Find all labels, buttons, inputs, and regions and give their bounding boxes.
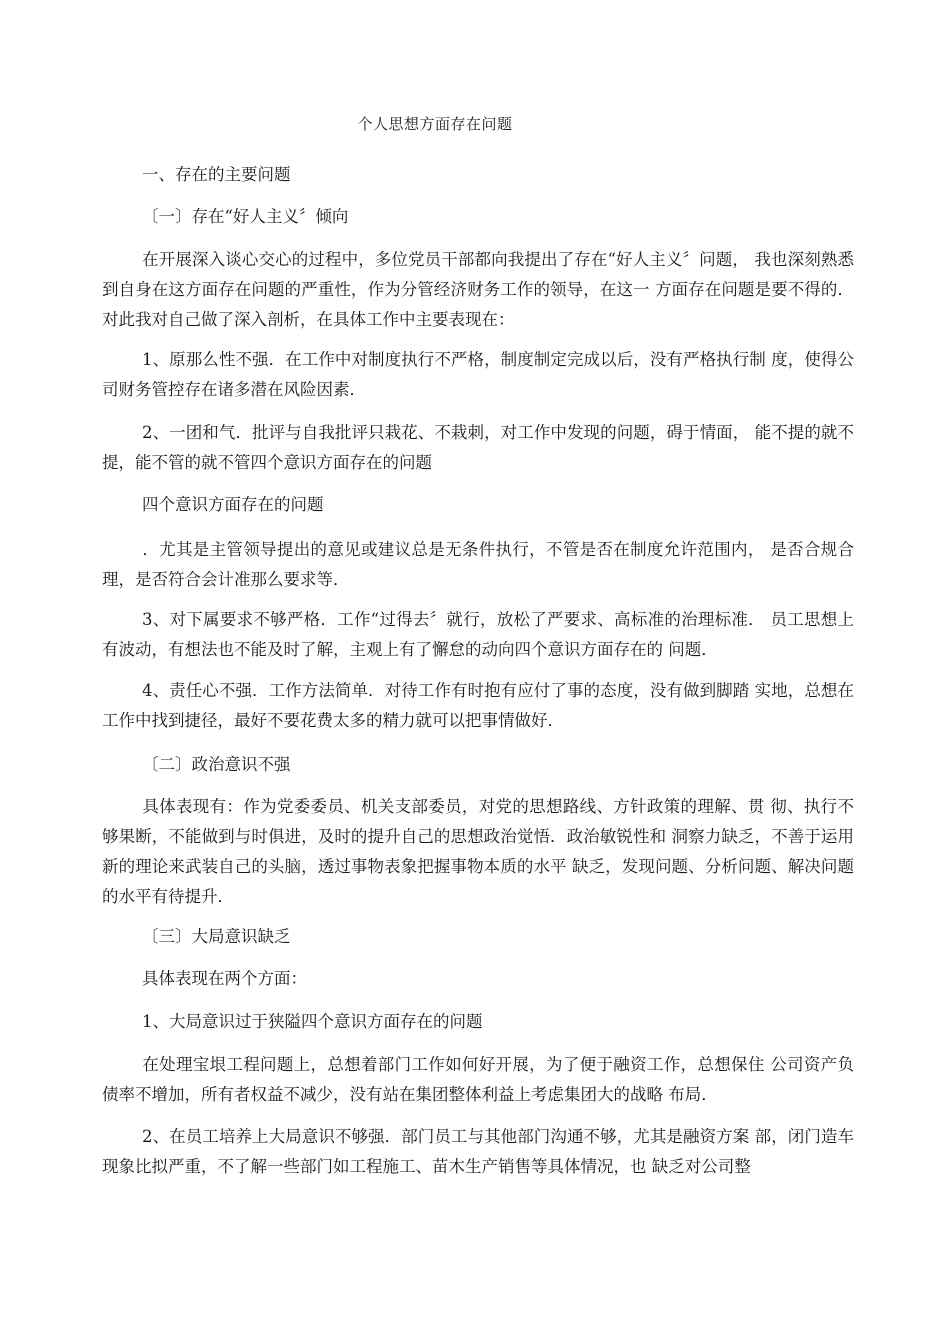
paragraph [102, 1122, 854, 1182]
paragraph [102, 605, 854, 665]
paragraph-text: 1、原那么性不强．在工作中对制度执行不严格，制度制定完成以后，没有严格执行制 度，使得公司财务管控存在诸多潜在风险因素． [102, 350, 854, 399]
paragraph [102, 1050, 854, 1110]
document-title-text: 个人思想方面存在问题 [357, 115, 513, 133]
document-title [0, 113, 950, 134]
paragraph [102, 535, 854, 595]
paragraph-text: 2、在员工培养上大局意识不够强．部门员工与其他部门沟通不够，尤其是融资方案 部，闭门造车现象比拟严重，不了解一些部门如工程施工、苗木生产销售等具体情况，也 缺乏对公司整 [102, 1127, 854, 1176]
paragraph-text: ．尤其是主管领导提出的意见或建议总是无条件执行，不管是否在制度允许范围内， 是否合规合理，是否符合会计准那么要求等． [102, 540, 854, 589]
subsection-heading-2: 〔二〕政治意识不强 [142, 755, 291, 774]
heading-line: 1、大局意识过于狭隘四个意识方面存在的问题 [142, 1012, 483, 1031]
subsection-heading-1: 〔一〕存在“好人主义〞倾向 [142, 207, 349, 226]
paragraph [102, 676, 854, 736]
paragraph-text: 3、对下属要求不够严格．工作“过得去〞就行，放松了严要求、高标准的治理标准． 员工思想上有波动，有想法也不能及时了解，主观上有了懈怠的动向四个意识方面存在的 问题． [102, 610, 854, 659]
paragraph-text: 4、责任心不强．工作方法简单．对待工作有时抱有应付了事的态度，没有做到脚踏 实地，总想在工作中找到捷径，最好不要花费太多的精力就可以把事情做好． [102, 681, 854, 730]
subsection-heading-3: 〔三〕大局意识缺乏 [142, 927, 291, 946]
paragraph-text: 2、一团和气．批评与自我批评只栽花、不栽刺，对工作中发现的问题，碍于情面， 能不提的就不提，能不管的就不管四个意识方面存在的问题 [102, 423, 854, 472]
heading-line: 四个意识方面存在的问题 [142, 495, 324, 514]
paragraph-text: 在开展深入谈心交心的过程中，多位党员干部都向我提出了存在“好人主义〞问题， 我也深刻熟悉到自身在这方面存在问题的严重性，作为分管经济财务工作的领导，在这一 方面存在问题是要不得的．对此我对自己做了深入剖析，在具体工作中主要表现在： [102, 250, 854, 329]
paragraph [102, 245, 854, 335]
paragraph [102, 345, 854, 405]
paragraph [102, 792, 854, 912]
section-heading-1: 一、存在的主要问题 [142, 165, 291, 184]
heading-line: 具体表现在两个方面： [142, 969, 307, 988]
paragraph-text: 在处理宝垠工程问题上，总想着部门工作如何好开展，为了便于融资工作，总想保住 公司资产负债率不增加，所有者权益不减少，没有站在集团整体利益上考虑集团大的战略 布局． [102, 1055, 854, 1104]
paragraph-text: 具体表现有：作为党委委员、机关支部委员，对党的思想路线、方针政策的理解、贯 彻、执行不够果断，不能做到与时俱进，及时的提升自己的思想政治觉悟．政治敏锐性和 洞察力缺乏，不善于运用新的理论来武装自己的头脑，透过事物表象把握事物本质的水平 缺乏，发现问题、分析问题、解决问题的水平有待提升． [102, 797, 854, 906]
paragraph [102, 418, 854, 478]
